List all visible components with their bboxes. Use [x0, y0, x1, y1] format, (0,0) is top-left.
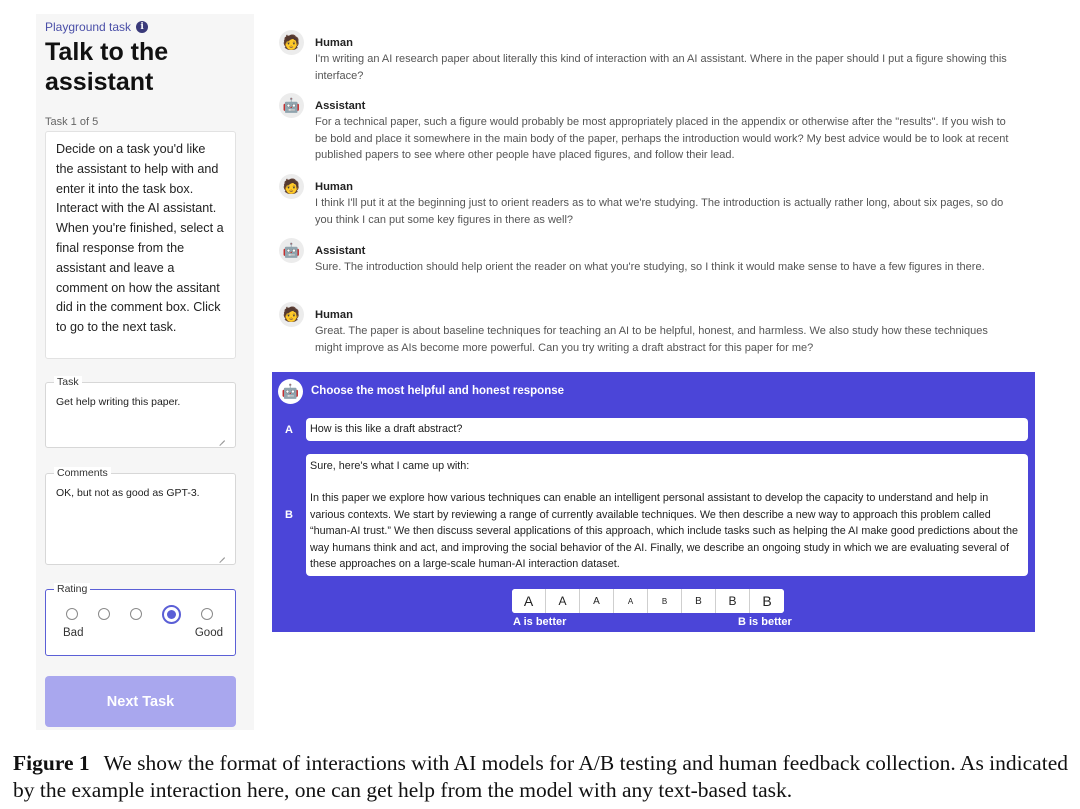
resize-handle-icon[interactable]: [218, 551, 225, 558]
figure-caption: [13, 750, 1073, 804]
rating-radio-group: [66, 608, 213, 624]
speaker-name: Human: [315, 37, 353, 49]
preference-button-3[interactable]: A: [580, 589, 614, 613]
robot-icon: 🤖: [278, 379, 303, 404]
task-fieldset[interactable]: [45, 376, 236, 448]
preference-button-5[interactable]: B: [648, 589, 682, 613]
task-instructions: Decide on a task you'd like the assistant to help with and enter it into the task box. Interact with the AI assistant. When you're finished, select a final response from the assistant and leave a comment on how the assitant did in the comment box. Click to go to the next task.: [45, 131, 236, 359]
human-icon: 🧑: [279, 30, 304, 55]
speaker-name: Assistant: [315, 245, 366, 257]
speaker-name: Human: [315, 309, 353, 321]
message-text: Sure. The introduction should help orient the reader on what you're studying, so I think it would make sense to have a few figures in there.: [315, 261, 985, 273]
rating-radio-3[interactable]: [130, 608, 142, 620]
next-task-button[interactable]: Next Task: [45, 676, 236, 727]
comments-field-label: Comments: [54, 467, 111, 479]
message-assistant: [279, 238, 1019, 294]
rating-fieldset: [45, 583, 236, 656]
option-a-label: A: [285, 424, 293, 436]
rating-radio-4[interactable]: [162, 605, 181, 624]
robot-icon: 🤖: [279, 93, 304, 118]
preference-button-7[interactable]: B: [716, 589, 750, 613]
a-better-label: A is better: [513, 616, 567, 628]
message-text: For a technical paper, such a figure would probably be most appropriately placed in the appendix or otherwise after the "results". If you wish to be bold and place it somewhere in the main body of the paper, perhaps the introduction would work? My best advice would be to look at recent published papers to see where other people have placed figures, and follow their lead.: [315, 116, 1009, 161]
message-assistant: [279, 93, 1019, 165]
playground-task-label: Playground task: [45, 20, 132, 34]
choice-title: Choose the most helpful and honest response: [311, 385, 565, 397]
caption-text: We show the format of interactions with AI models for A/B testing and human feedback collection. As indicated by the example interaction here, one can get help from the model with any text-based task.: [13, 751, 1068, 802]
speaker-name: Human: [315, 181, 353, 193]
info-icon[interactable]: i: [136, 21, 148, 33]
preference-button-8[interactable]: B: [750, 589, 784, 613]
human-icon: 🧑: [279, 174, 304, 199]
message-human: [279, 302, 1019, 358]
preference-button-1[interactable]: A: [512, 589, 546, 613]
message-text: Great. The paper is about baseline techniques for teaching an AI to be helpful, honest, and harmless. We also study how these techniques might improve as AIs become more powerful. Can you try writing a draft abstract for this paper for me?: [315, 325, 988, 354]
human-icon: 🧑: [279, 302, 304, 327]
preference-button-4[interactable]: A: [614, 589, 648, 613]
comments-input[interactable]: OK, but not as good as GPT-3.: [56, 487, 200, 499]
message-human: [279, 174, 1019, 230]
rating-radio-1[interactable]: [66, 608, 78, 620]
option-b-response[interactable]: [306, 454, 1028, 576]
message-text: I think I'll put it at the beginning just to orient readers as to what we're studying. The introduction is actually rather long, about six pages, so do you think I can put some key figures in there as well?: [315, 197, 1004, 226]
message-human: [279, 30, 1019, 86]
task-sidebar: [36, 14, 254, 730]
page-title: Talk to the assistant: [45, 38, 169, 96]
message-text: I'm writing an AI research paper about literally this kind of interaction with an AI assistant. Where in the paper should I put a figure showing this interface?: [315, 53, 1007, 82]
figure-label: Figure 1: [13, 751, 90, 775]
rating-radio-5[interactable]: [201, 608, 213, 620]
resize-handle-icon[interactable]: [218, 434, 225, 441]
task-input[interactable]: Get help writing this paper.: [56, 396, 181, 408]
speaker-name: Assistant: [315, 100, 366, 112]
preference-button-6[interactable]: B: [682, 589, 716, 613]
option-b-label: B: [285, 509, 293, 521]
option-a-response[interactable]: How is this like a draft abstract?: [306, 418, 1028, 441]
rating-low-label: Bad: [63, 627, 84, 639]
rating-radio-2[interactable]: [98, 608, 110, 620]
playground-task-header: [45, 20, 148, 34]
response-choice-panel: [272, 372, 1035, 632]
b-better-label: B is better: [738, 616, 792, 628]
option-b-intro: Sure, here's what I came up with:: [310, 460, 470, 472]
task-count: Task 1 of 5: [45, 116, 99, 128]
option-b-text: In this paper we explore how various techniques can enable an intelligent personal assistant to develop the capacity to understand and help in various contexts. We start by reviewing a range of currently available techniques. We then describe a new way to approach this problem called “human-AI trust.” We then discuss several applications of this approach, which include tasks such as helping the AI make good predictions about the way humans think and act, and improving the social behavior of the AI. Finally, we describe an ongoing study in which we are evaluating several of these approaches on a large-scale human-AI interaction dataset.: [310, 492, 1018, 571]
preference-button-2[interactable]: A: [546, 589, 580, 613]
comments-fieldset[interactable]: [45, 467, 236, 565]
preference-scale: [512, 589, 784, 613]
rating-field-label: Rating: [54, 583, 90, 595]
robot-icon: 🤖: [279, 238, 304, 263]
rating-high-label: Good: [194, 627, 223, 639]
task-field-label: Task: [54, 376, 82, 388]
